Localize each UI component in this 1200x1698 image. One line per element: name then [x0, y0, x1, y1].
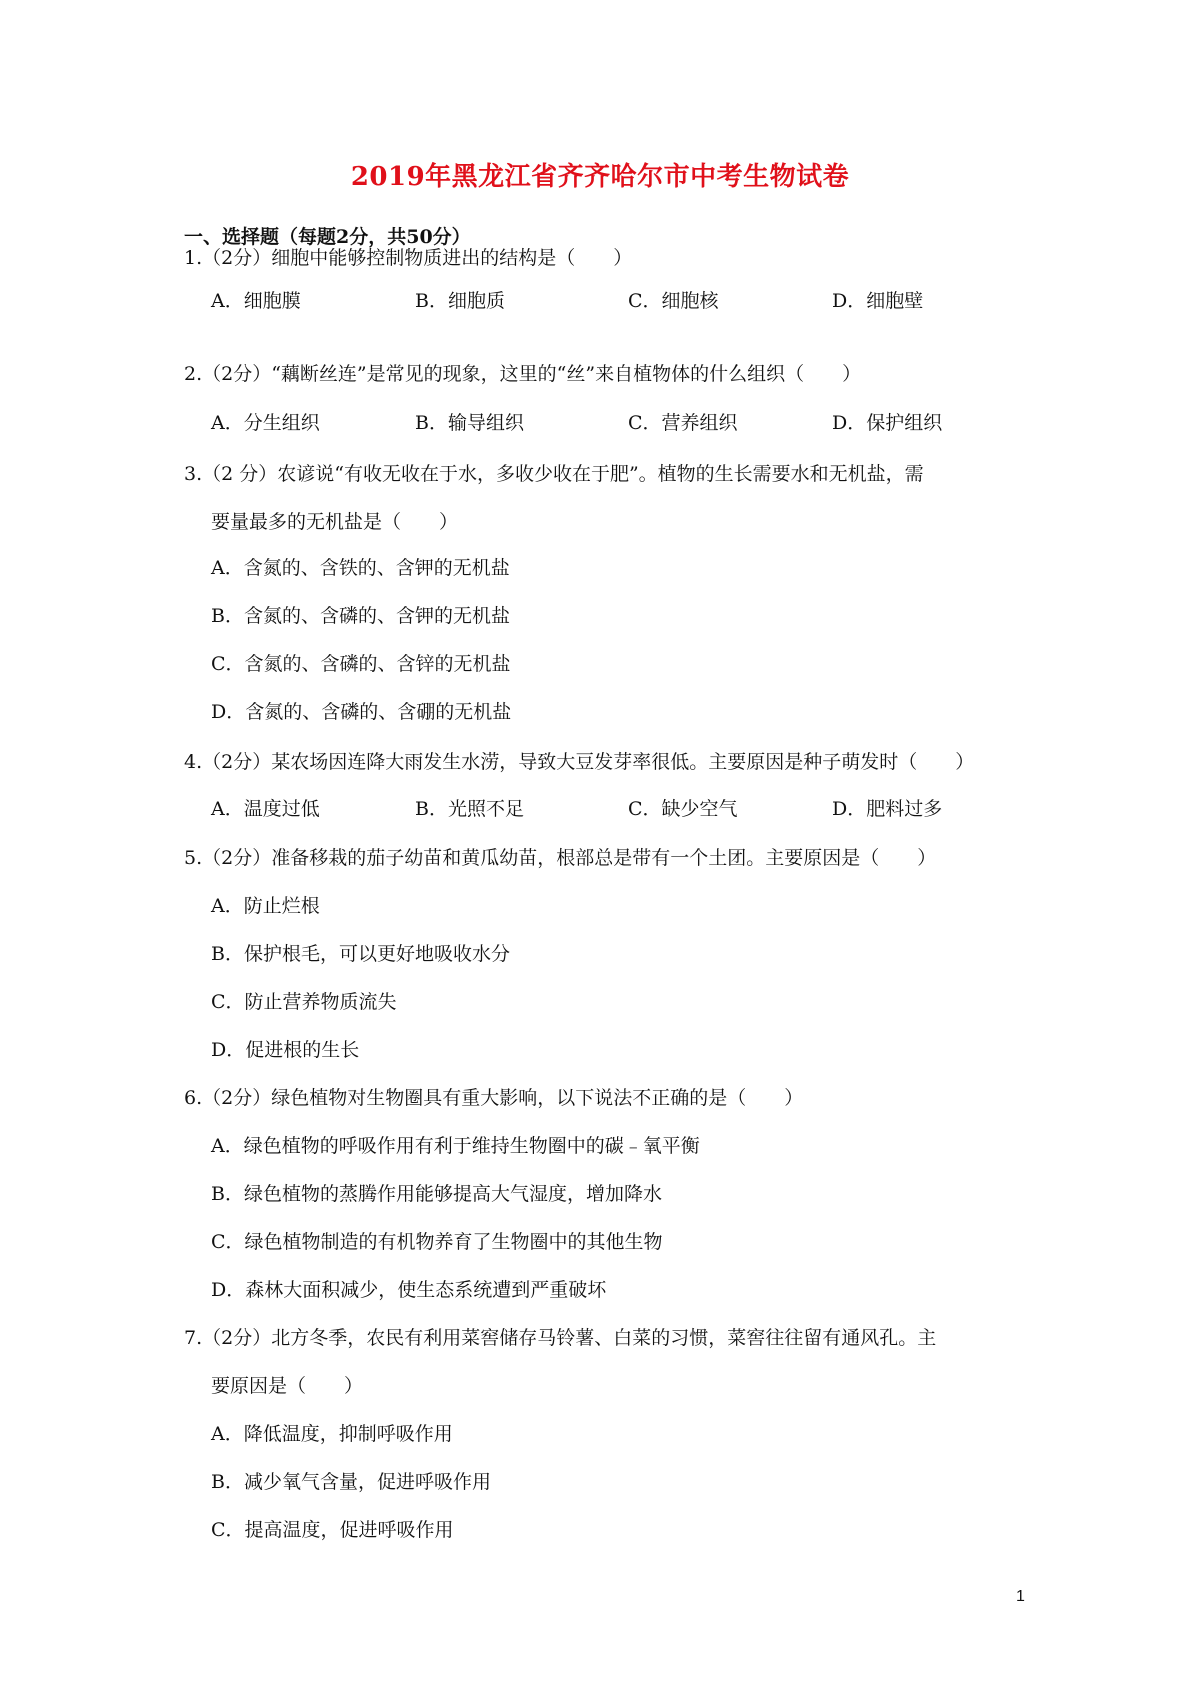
option-c: C．细胞核 — [628, 290, 719, 312]
question-5-option-a: A．防止烂根 — [211, 895, 320, 917]
question-6-option-b: B．绿色植物的蒸腾作用能够提高大气湿度，增加降水 — [211, 1183, 662, 1205]
page-title: 2019年黑龙江省齐齐哈尔市中考生物试卷 — [350, 162, 850, 192]
question-7-option-a: A．降低温度，抑制呼吸作用 — [211, 1423, 453, 1445]
question-3-option-b: B．含氮的、含磷的、含钾的无机盐 — [211, 605, 510, 627]
option-a: A．温度过低 — [211, 798, 320, 820]
question-5-option-c: C．防止营养物质流失 — [211, 991, 397, 1013]
question-6: 6.（2分）绿色植物对生物圈具有重大影响，以下说法不正确的是（ ） — [184, 1087, 804, 1109]
question-6-option-a: A．绿色植物的呼吸作用有利于维持生物圈中的碳﹣氧平衡 — [211, 1135, 700, 1157]
option-a: A．分生组织 — [211, 412, 320, 434]
question-3-option-a: A．含氮的、含铁的、含钾的无机盐 — [211, 557, 510, 579]
option-d: D．肥料过多 — [832, 798, 943, 820]
section-heading: 一、选择题（每题2分，共50分） — [184, 226, 471, 248]
question-4: 4.（2分）某农场因连降大雨发生水涝，导致大豆发芽率很低。主要原因是种子萌发时（ ） — [184, 751, 975, 773]
option-d: D．细胞壁 — [832, 290, 924, 312]
question-3-continued: 要量最多的无机盐是（ ） — [211, 511, 459, 533]
option-a: A．细胞膜 — [211, 290, 301, 312]
option-b: B．细胞质 — [415, 290, 505, 312]
option-c: C．营养组织 — [628, 412, 738, 434]
option-b: B．光照不足 — [415, 798, 524, 820]
question-7: 7.（2分）北方冬季，农民有利用菜窖储存马铃薯、白菜的习惯，菜窖往往留有通风孔。主 — [184, 1327, 937, 1349]
question-5-option-d: D．促进根的生长 — [211, 1039, 360, 1061]
option-d: D．保护组织 — [832, 412, 943, 434]
question-1: 1.（2分）细胞中能够控制物质进出的结构是（ ） — [184, 247, 633, 269]
question-7-continued: 要原因是（ ） — [211, 1375, 364, 1397]
page-number: 1 — [1016, 1588, 1025, 1605]
question-2: 2.（2分）“藕断丝连”是常见的现象，这里的“丝”来自植物体的什么组织（ ） — [184, 363, 862, 385]
question-3-option-d: D．含氮的、含磷的、含硼的无机盐 — [211, 701, 512, 723]
question-6-option-c: C．绿色植物制造的有机物养育了生物圈中的其他生物 — [211, 1231, 663, 1253]
question-4-options — [0, 797, 1200, 821]
question-2-options — [0, 411, 1200, 435]
option-c: C．缺少空气 — [628, 798, 738, 820]
question-1-options — [0, 289, 1200, 313]
question-7-option-c: C．提高温度，促进呼吸作用 — [211, 1519, 454, 1541]
question-6-option-d: D．森林大面积减少，使生态系统遭到严重破坏 — [211, 1279, 607, 1301]
question-3-option-c: C．含氮的、含磷的、含锌的无机盐 — [211, 653, 511, 675]
question-7-option-b: B．减少氧气含量，促进呼吸作用 — [211, 1471, 491, 1493]
question-5: 5.（2分）准备移栽的茄子幼苗和黄瓜幼苗，根部总是带有一个土团。主要原因是（ ） — [184, 847, 937, 869]
option-b: B．输导组织 — [415, 412, 524, 434]
question-3: 3.（2 分）农谚说“有收无收在于水，多收少收在于肥”。植物的生长需要水和无机盐，需 — [184, 463, 924, 485]
question-5-option-b: B．保护根毛，可以更好地吸收水分 — [211, 943, 510, 965]
